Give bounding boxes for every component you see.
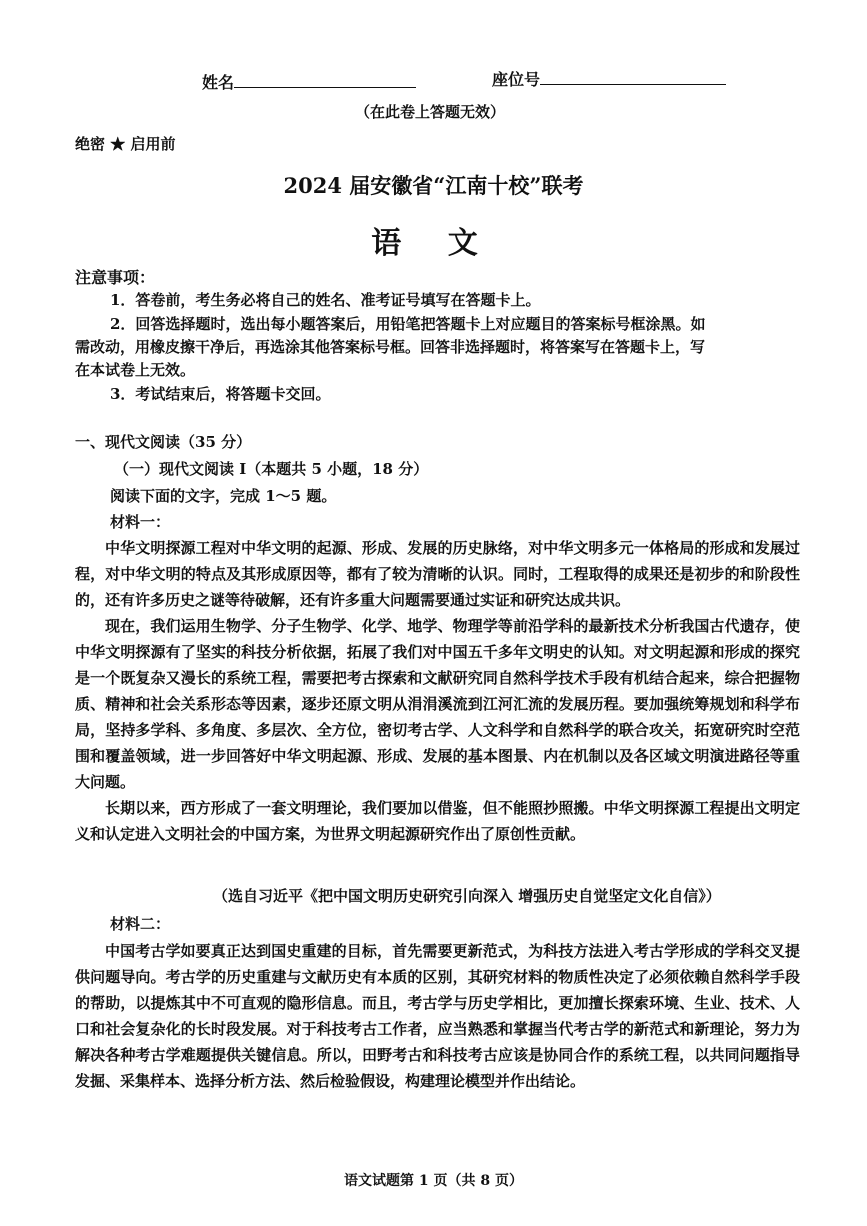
name-field: [202, 70, 416, 93]
material-2-body: [75, 938, 800, 1094]
exam-title: 2024 届安徽省“江南十校”联考: [283, 173, 584, 198]
material-1-paragraph-3: 长期以来，西方形成了一套文明理论，我们要加以借鉴，但不能照抄照搬。中华文明探源工程提出文明定义和认定进入文明社会的中国方案，为世界文明起源研究作出了原创性贡献。: [75, 799, 800, 843]
notes-item-2-line-2: 需改动，用橡皮擦干净后，再选涂其他答案标号框。回答非选择题时，将答案写在答题卡上，写: [75, 338, 706, 356]
subject-title: 语 文: [371, 226, 496, 261]
material-1-label: 材料一：: [110, 513, 171, 531]
material-1-source: （选自习近平《把中国文明历史研究引向深入 增强历史自觉坚定文化自信》）: [213, 887, 721, 905]
section-heading: 一、现代文阅读（35 分）: [75, 433, 252, 451]
notes-item-2-line-3: 在本试卷上无效。: [75, 361, 196, 379]
subsection-heading: （一）现代文阅读 I（本题共 5 小题，18 分）: [114, 460, 429, 478]
notes-item-1: 1．答卷前，考生务必将自己的姓名、准考证号填写在答题卡上。: [110, 291, 541, 309]
material-2-label: 材料二：: [110, 915, 171, 933]
material-1-paragraph-2: 现在，我们运用生物学、分子生物学、化学、地学、物理学等前沿学科的最新技术分析我国古代遗存，使中华文明探源有了坚实的科技分析依据，拓展了我们对中国五千多年文明史的认知。对文明起源和形成的探究是一个既复杂又漫长的系统工程，需要把考古探索和文献研究同自然科学技术手段有机结合起来，综合把握物质、精神和社会关系形态等因素，逐步还原文明从涓涓溪流到江河汇流的发展历程。要加强统筹规划和科学布局，坚持多学科、多角度、多层次、全方位，密切考古学、人文科学和自然科学的联合攻关，拓宽研究时空范围和覆盖领域，进一步回答好中华文明起源、形成、发展的基本图景、内在机制以及各区域文明演进路径等重大问题。: [75, 617, 800, 791]
invalid-note: （在此卷上答题无效）: [355, 103, 506, 121]
notes-item-2-line-1: 2．回答选择题时，选出每小题答案后，用铅笔把答题卡上对应题目的答案标号框涂黑。如: [110, 315, 706, 333]
seat-blank: [540, 70, 726, 85]
seat-field: [492, 67, 726, 90]
notes-item-3: 3．考试结束后，将答题卡交回。: [110, 385, 331, 403]
reading-instruction: 阅读下面的文字，完成 1～5 题。: [110, 487, 337, 505]
notes-heading: 注意事项：: [75, 268, 156, 287]
name-label: 姓名: [202, 73, 235, 92]
name-blank: [234, 73, 416, 88]
material-1-body: [75, 535, 800, 847]
secret-label: 绝密 ★ 启用前: [75, 135, 176, 153]
seat-label: 座位号: [492, 70, 541, 89]
material-1-paragraph-1: 中华文明探源工程对中华文明的起源、形成、发展的历史脉络，对中华文明多元一体格局的形成和发展过程，对中华文明的特点及其形成原因等，都有了较为清晰的认识。同时，工程取得的成果还是初步的和阶段性的，还有许多历史之谜等待破解，还有许多重大问题需要通过实证和研究达成共识。: [75, 539, 800, 609]
material-2-paragraph-1: 中国考古学如要真正达到国史重建的目标，首先需要更新范式，为科技方法进入考古学形成的学科交叉提供问题导向。考古学的历史重建与文献历史有本质的区别，其研究材料的物质性决定了必须依赖自然科学手段的帮助，以提炼其中不可直观的隐形信息。而且，考古学与历史学相比，更加擅长探索环境、生业、技术、人口和社会复杂化的长时段发展。对于科技考古工作者，应当熟悉和掌握当代考古学的新范式和新理论，努力为解决各种考古学难题提供关键信息。所以，田野考古和科技考古应该是协同合作的系统工程，以共同问题指导发掘、采集样本、选择分析方法、然后检验假设，构建理论模型并作出结论。: [75, 942, 800, 1090]
page-footer: 语文试题第 1 页（共 8 页）: [344, 1173, 523, 1189]
